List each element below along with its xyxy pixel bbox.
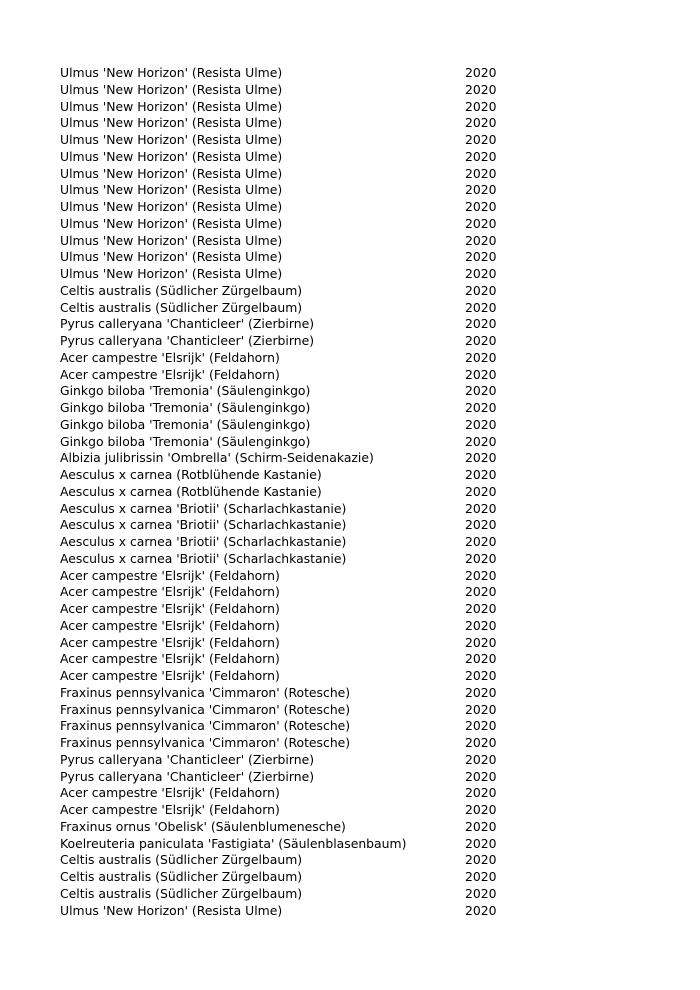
table-row xyxy=(60,82,520,99)
table-row xyxy=(60,836,520,853)
planting-year: 2020 xyxy=(465,115,497,131)
table-row xyxy=(60,132,520,149)
planting-year: 2020 xyxy=(465,232,497,248)
planting-year: 2020 xyxy=(465,718,497,734)
tree-species-name: Ulmus 'New Horizon' (Resista Ulme) xyxy=(60,232,283,248)
planting-year: 2020 xyxy=(465,416,497,432)
planting-year: 2020 xyxy=(465,467,497,482)
planting-year: 2020 xyxy=(465,165,497,181)
table-row xyxy=(60,718,520,735)
tree-species-name: Ulmus 'New Horizon' (Resista Ulme) xyxy=(60,148,283,164)
planting-year: 2020 xyxy=(465,500,497,516)
table-row xyxy=(60,685,520,702)
planting-year: 2020 xyxy=(465,802,497,817)
planting-year: 2020 xyxy=(465,132,497,147)
table-row xyxy=(60,785,520,802)
table-row xyxy=(60,618,520,635)
tree-species-name: Fraxinus ornus 'Obelisk' (Säulenblumenesche) xyxy=(60,818,346,834)
planting-year: 2020 xyxy=(465,316,497,332)
table-row xyxy=(60,501,520,518)
table-row xyxy=(60,484,520,501)
planting-year: 2020 xyxy=(465,81,497,97)
table-row xyxy=(60,651,520,668)
planting-year: 2020 xyxy=(465,517,497,533)
planting-year: 2020 xyxy=(465,148,497,164)
table-row xyxy=(60,735,520,752)
tree-species-name: Aesculus x carnea 'Briotii' (Scharlachkastanie) xyxy=(60,517,347,533)
table-row xyxy=(60,584,520,601)
table-row xyxy=(60,702,520,719)
tree-species-name: Ulmus 'New Horizon' (Resista Ulme) xyxy=(60,199,283,214)
planting-year: 2020 xyxy=(465,299,497,315)
planting-year: 2020 xyxy=(465,199,497,214)
tree-species-name: Aesculus x carnea 'Briotii' (Scharlachkastanie) xyxy=(60,534,347,549)
tree-species-name: Ginkgo biloba 'Tremonia' (Säulenginkgo) xyxy=(60,400,311,415)
table-row xyxy=(60,316,520,333)
table-row xyxy=(60,350,520,367)
tree-species-name: Ulmus 'New Horizon' (Resista Ulme) xyxy=(60,65,283,80)
tree-species-name: Aesculus x carnea 'Briotii' (Scharlachkastanie) xyxy=(60,550,347,566)
planting-year: 2020 xyxy=(465,182,497,198)
table-row xyxy=(60,802,520,819)
planting-year: 2020 xyxy=(465,835,497,851)
tree-species-name: Pyrus calleryana 'Chanticleer' (Zierbirne) xyxy=(60,333,315,348)
table-row xyxy=(60,149,520,166)
tree-species-name: Ginkgo biloba 'Tremonia' (Säulenginkgo) xyxy=(60,383,311,399)
planting-year: 2020 xyxy=(465,383,497,399)
table-row xyxy=(60,383,520,400)
planting-year: 2020 xyxy=(465,668,497,683)
tree-species-name: Celtis australis (Südlicher Zürgelbaum) xyxy=(60,282,303,298)
table-row xyxy=(60,300,520,317)
table-row xyxy=(60,333,520,350)
tree-species-name: Ulmus 'New Horizon' (Resista Ulme) xyxy=(60,249,283,265)
tree-species-name: Pyrus calleryana 'Chanticleer' (Zierbirne) xyxy=(60,768,315,784)
tree-species-name: Pyrus calleryana 'Chanticleer' (Zierbirne) xyxy=(60,316,315,332)
table-row xyxy=(60,601,520,618)
tree-species-name: Acer campestre 'Elsrijk' (Feldahorn) xyxy=(60,634,280,650)
tree-species-name: Celtis australis (Südlicher Zürgelbaum) xyxy=(60,299,303,315)
table-row xyxy=(60,752,520,769)
table-row xyxy=(60,417,520,434)
planting-year: 2020 xyxy=(465,266,497,281)
tree-species-name: Albizia julibrissin 'Ombrella' (Schirm-Seidenakazie) xyxy=(60,450,374,466)
tree-species-name: Fraxinus pennsylvanica 'Cimmaron' (Rotesche) xyxy=(60,735,351,750)
tree-species-name: Ulmus 'New Horizon' (Resista Ulme) xyxy=(60,115,283,131)
table-row xyxy=(60,99,520,116)
table-row xyxy=(60,450,520,467)
tree-species-name: Ulmus 'New Horizon' (Resista Ulme) xyxy=(60,132,283,147)
planting-year: 2020 xyxy=(465,584,497,600)
table-row xyxy=(60,216,520,233)
table-row xyxy=(60,568,520,585)
planting-year: 2020 xyxy=(465,617,497,633)
planting-year: 2020 xyxy=(465,400,497,415)
tree-species-name: Celtis australis (Südlicher Zürgelbaum) xyxy=(60,885,303,901)
planting-year: 2020 xyxy=(465,785,497,801)
tree-species-name: Ulmus 'New Horizon' (Resista Ulme) xyxy=(60,182,283,198)
tree-species-name: Ulmus 'New Horizon' (Resista Ulme) xyxy=(60,98,283,114)
planting-year: 2020 xyxy=(465,98,497,114)
tree-species-name: Pyrus calleryana 'Chanticleer' (Zierbirne) xyxy=(60,751,315,767)
tree-species-name: Aesculus x carnea 'Briotii' (Scharlachkastanie) xyxy=(60,500,347,516)
tree-species-name: Acer campestre 'Elsrijk' (Feldahorn) xyxy=(60,349,280,365)
planting-year: 2020 xyxy=(465,550,497,566)
planting-year: 2020 xyxy=(465,701,497,717)
planting-year: 2020 xyxy=(465,215,497,231)
planting-year: 2020 xyxy=(465,651,497,667)
planting-year: 2020 xyxy=(465,349,497,365)
tree-species-name: Acer campestre 'Elsrijk' (Feldahorn) xyxy=(60,651,280,667)
tree-species-name: Aesculus x carnea (Rotblühende Kastanie) xyxy=(60,467,322,482)
tree-species-name: Koelreuteria paniculata 'Fastigiata' (Säulenblasenbaum) xyxy=(60,835,407,851)
tree-species-name: Ulmus 'New Horizon' (Resista Ulme) xyxy=(60,215,283,231)
tree-species-name: Ulmus 'New Horizon' (Resista Ulme) xyxy=(60,81,283,97)
planting-year: 2020 xyxy=(465,735,497,750)
tree-species-name: Ginkgo biloba 'Tremonia' (Säulenginkgo) xyxy=(60,416,311,432)
table-row xyxy=(60,434,520,451)
tree-species-name: Ginkgo biloba 'Tremonia' (Säulenginkgo) xyxy=(60,433,311,449)
planting-year: 2020 xyxy=(465,450,497,466)
planting-year: 2020 xyxy=(465,282,497,298)
tree-species-name: Celtis australis (Südlicher Zürgelbaum) xyxy=(60,852,303,868)
tree-species-name: Acer campestre 'Elsrijk' (Feldahorn) xyxy=(60,601,280,616)
planting-year: 2020 xyxy=(465,818,497,834)
table-row xyxy=(60,869,520,886)
table-row xyxy=(60,467,520,484)
planting-year: 2020 xyxy=(465,333,497,348)
planting-year: 2020 xyxy=(465,567,497,583)
tree-species-name: Acer campestre 'Elsrijk' (Feldahorn) xyxy=(60,802,280,817)
planting-year: 2020 xyxy=(465,249,497,265)
table-row xyxy=(60,668,520,685)
table-row xyxy=(60,769,520,786)
tree-species-name: Acer campestre 'Elsrijk' (Feldahorn) xyxy=(60,617,280,633)
planting-year: 2020 xyxy=(465,65,497,80)
tree-species-name: Ulmus 'New Horizon' (Resista Ulme) xyxy=(60,266,283,281)
tree-species-name: Fraxinus pennsylvanica 'Cimmaron' (Rotesche) xyxy=(60,718,351,734)
planting-year: 2020 xyxy=(465,684,497,700)
tree-species-name: Acer campestre 'Elsrijk' (Feldahorn) xyxy=(60,668,280,683)
tree-species-name: Acer campestre 'Elsrijk' (Feldahorn) xyxy=(60,567,280,583)
table-row xyxy=(60,166,520,183)
planting-year: 2020 xyxy=(465,751,497,767)
planting-year: 2020 xyxy=(465,852,497,868)
table-row xyxy=(60,367,520,384)
table-row xyxy=(60,903,520,920)
tree-species-name: Ulmus 'New Horizon' (Resista Ulme) xyxy=(60,165,283,181)
table-row xyxy=(60,886,520,903)
planting-year: 2020 xyxy=(465,601,497,616)
table-row xyxy=(60,283,520,300)
table-row xyxy=(60,517,520,534)
tree-species-name: Acer campestre 'Elsrijk' (Feldahorn) xyxy=(60,366,280,382)
tree-species-name: Acer campestre 'Elsrijk' (Feldahorn) xyxy=(60,785,280,801)
table-row xyxy=(60,852,520,869)
table-row xyxy=(60,249,520,266)
table-row xyxy=(60,65,520,82)
table-row xyxy=(60,233,520,250)
planting-year: 2020 xyxy=(465,483,497,499)
tree-species-name: Ulmus 'New Horizon' (Resista Ulme) xyxy=(60,902,283,918)
planting-year: 2020 xyxy=(465,433,497,449)
planting-year: 2020 xyxy=(465,869,497,884)
table-row xyxy=(60,819,520,836)
table-row xyxy=(60,534,520,551)
planting-year: 2020 xyxy=(465,902,497,918)
table-row xyxy=(60,115,520,132)
tree-species-name: Aesculus x carnea (Rotblühende Kastanie) xyxy=(60,483,322,499)
tree-species-name: Fraxinus pennsylvanica 'Cimmaron' (Rotesche) xyxy=(60,684,351,700)
table-row xyxy=(60,400,520,417)
tree-list xyxy=(60,65,520,919)
planting-year: 2020 xyxy=(465,634,497,650)
planting-year: 2020 xyxy=(465,366,497,382)
planting-year: 2020 xyxy=(465,534,497,549)
table-row xyxy=(60,551,520,568)
tree-species-name: Fraxinus pennsylvanica 'Cimmaron' (Rotesche) xyxy=(60,701,351,717)
table-row xyxy=(60,182,520,199)
tree-species-name: Acer campestre 'Elsrijk' (Feldahorn) xyxy=(60,584,280,600)
tree-species-name: Celtis australis (Südlicher Zürgelbaum) xyxy=(60,869,303,884)
table-row xyxy=(60,635,520,652)
planting-year: 2020 xyxy=(465,768,497,784)
table-row xyxy=(60,266,520,283)
table-row xyxy=(60,199,520,216)
planting-year: 2020 xyxy=(465,885,497,901)
